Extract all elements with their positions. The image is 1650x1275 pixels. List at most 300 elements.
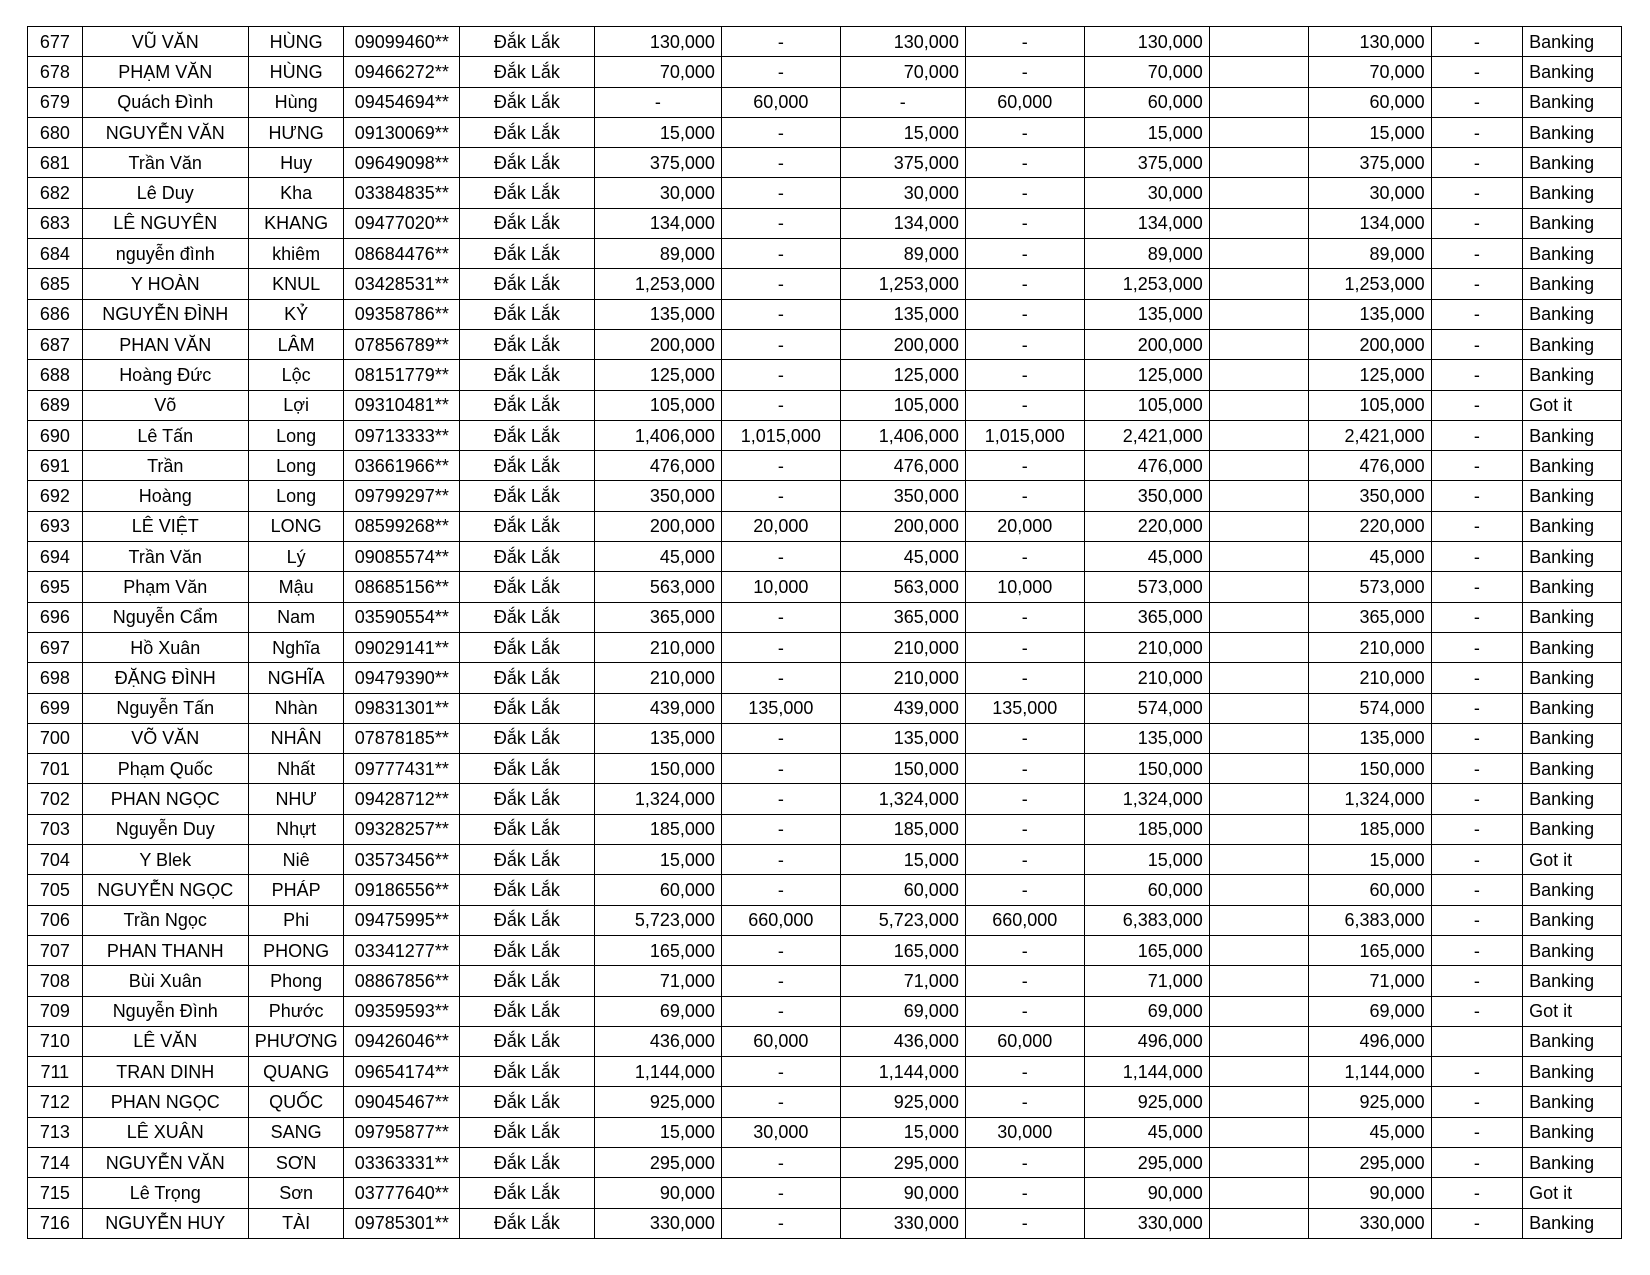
cell-last-name: PHÁP <box>248 875 344 905</box>
cell-first-name: Nguyễn Tấn <box>82 693 248 723</box>
table-row <box>28 1208 1622 1238</box>
cell-pending: - <box>1431 966 1522 996</box>
cell-first-name: Bùi Xuân <box>82 966 248 996</box>
cell-total: 1,253,000 <box>1084 269 1209 299</box>
cell-total-received: 330,000 <box>1308 1208 1431 1238</box>
cell-last-name: Lý <box>248 542 344 572</box>
cell-amount-2: - <box>721 390 840 420</box>
cell-amount-2: 10,000 <box>721 572 840 602</box>
cell-total: 2,421,000 <box>1084 420 1209 450</box>
cell-blank <box>1209 572 1308 602</box>
table-row <box>28 148 1622 178</box>
cell-amount-4: - <box>965 996 1084 1026</box>
cell-last-name: Nghĩa <box>248 632 344 662</box>
cell-amount-3: 150,000 <box>840 754 965 784</box>
table-row <box>28 1026 1622 1056</box>
cell-first-name: Phạm Quốc <box>82 754 248 784</box>
cell-last-name: KNUL <box>248 269 344 299</box>
cell-amount-1: 476,000 <box>594 451 721 481</box>
cell-method: Banking <box>1523 208 1622 238</box>
cell-total-received: 1,253,000 <box>1308 269 1431 299</box>
table-row <box>28 1087 1622 1117</box>
cell-amount-1: 563,000 <box>594 572 721 602</box>
table-row <box>28 481 1622 511</box>
cell-blank <box>1209 481 1308 511</box>
cell-phone: 03661966** <box>344 451 460 481</box>
cell-amount-3: 185,000 <box>840 814 965 844</box>
cell-row-number: 681 <box>28 148 83 178</box>
cell-first-name: Lê Tấn <box>82 420 248 450</box>
cell-last-name: SANG <box>248 1117 344 1147</box>
cell-row-number: 703 <box>28 814 83 844</box>
cell-amount-4: - <box>965 814 1084 844</box>
cell-total: 90,000 <box>1084 1178 1209 1208</box>
cell-amount-4: - <box>965 27 1084 57</box>
cell-last-name: LONG <box>248 511 344 541</box>
cell-province: Đắk Lắk <box>460 329 595 359</box>
cell-phone: 03777640** <box>344 1178 460 1208</box>
cell-amount-2: - <box>721 966 840 996</box>
table-row <box>28 117 1622 147</box>
cell-total-received: 70,000 <box>1308 57 1431 87</box>
cell-pending: - <box>1431 935 1522 965</box>
cell-total-received: 135,000 <box>1308 299 1431 329</box>
table-body <box>28 27 1622 1239</box>
cell-amount-1: 105,000 <box>594 390 721 420</box>
cell-total-received: 1,324,000 <box>1308 784 1431 814</box>
cell-amount-4: - <box>965 329 1084 359</box>
cell-last-name: Kha <box>248 178 344 208</box>
cell-amount-2: - <box>721 360 840 390</box>
cell-amount-3: 200,000 <box>840 329 965 359</box>
table-row <box>28 299 1622 329</box>
cell-total-received: 135,000 <box>1308 723 1431 753</box>
cell-phone: 03428531** <box>344 269 460 299</box>
cell-amount-4: - <box>965 1208 1084 1238</box>
cell-amount-4: - <box>965 1178 1084 1208</box>
cell-amount-2: 20,000 <box>721 511 840 541</box>
table-row <box>28 1147 1622 1177</box>
cell-pending: - <box>1431 754 1522 784</box>
cell-amount-4: - <box>965 360 1084 390</box>
cell-method: Banking <box>1523 239 1622 269</box>
cell-row-number: 678 <box>28 57 83 87</box>
cell-phone: 09795877** <box>344 1117 460 1147</box>
cell-amount-2: - <box>721 754 840 784</box>
cell-total-received: 6,383,000 <box>1308 905 1431 935</box>
cell-phone: 03384835** <box>344 178 460 208</box>
cell-amount-1: 45,000 <box>594 542 721 572</box>
cell-amount-4: - <box>965 542 1084 572</box>
cell-province: Đắk Lắk <box>460 784 595 814</box>
cell-phone: 09130069** <box>344 117 460 147</box>
cell-province: Đắk Lắk <box>460 935 595 965</box>
cell-total-received: 45,000 <box>1308 1117 1431 1147</box>
cell-amount-1: 130,000 <box>594 27 721 57</box>
cell-province: Đắk Lắk <box>460 1057 595 1087</box>
cell-province: Đắk Lắk <box>460 269 595 299</box>
cell-total: 185,000 <box>1084 814 1209 844</box>
cell-total: 350,000 <box>1084 481 1209 511</box>
cell-last-name: KỶ <box>248 299 344 329</box>
cell-row-number: 715 <box>28 1178 83 1208</box>
cell-last-name: Huy <box>248 148 344 178</box>
cell-row-number: 701 <box>28 754 83 784</box>
cell-last-name: NHƯ <box>248 784 344 814</box>
cell-province: Đắk Lắk <box>460 148 595 178</box>
cell-amount-2: - <box>721 1057 840 1087</box>
cell-total: 130,000 <box>1084 27 1209 57</box>
cell-total: 30,000 <box>1084 178 1209 208</box>
cell-phone: 09479390** <box>344 663 460 693</box>
cell-province: Đắk Lắk <box>460 723 595 753</box>
cell-row-number: 706 <box>28 905 83 935</box>
cell-blank <box>1209 208 1308 238</box>
cell-province: Đắk Lắk <box>460 754 595 784</box>
cell-amount-2: - <box>721 632 840 662</box>
cell-amount-4: - <box>965 208 1084 238</box>
cell-last-name: Long <box>248 481 344 511</box>
cell-amount-3: 71,000 <box>840 966 965 996</box>
cell-pending: - <box>1431 329 1522 359</box>
cell-province: Đắk Lắk <box>460 602 595 632</box>
cell-first-name: Y Blek <box>82 845 248 875</box>
cell-row-number: 713 <box>28 1117 83 1147</box>
cell-blank <box>1209 905 1308 935</box>
cell-blank <box>1209 420 1308 450</box>
cell-method: Banking <box>1523 451 1622 481</box>
cell-amount-3: 5,723,000 <box>840 905 965 935</box>
cell-amount-3: 375,000 <box>840 148 965 178</box>
cell-amount-1: 185,000 <box>594 814 721 844</box>
cell-pending: - <box>1431 148 1522 178</box>
cell-last-name: Lợi <box>248 390 344 420</box>
cell-amount-2: - <box>721 1147 840 1177</box>
cell-amount-4: - <box>965 875 1084 905</box>
cell-province: Đắk Lắk <box>460 693 595 723</box>
cell-blank <box>1209 723 1308 753</box>
cell-blank <box>1209 451 1308 481</box>
cell-total: 135,000 <box>1084 723 1209 753</box>
cell-phone: 09359593** <box>344 996 460 1026</box>
cell-first-name: NGUYỄN NGỌC <box>82 875 248 905</box>
cell-phone: 08685156** <box>344 572 460 602</box>
cell-amount-1: 60,000 <box>594 875 721 905</box>
cell-method: Banking <box>1523 632 1622 662</box>
cell-phone: 09466272** <box>344 57 460 87</box>
cell-amount-3: 15,000 <box>840 1117 965 1147</box>
cell-province: Đắk Lắk <box>460 420 595 450</box>
cell-total-received: 210,000 <box>1308 663 1431 693</box>
cell-amount-3: 200,000 <box>840 511 965 541</box>
cell-amount-4: - <box>965 117 1084 147</box>
table-row <box>28 1057 1622 1087</box>
cell-first-name: TRAN DINH <box>82 1057 248 1087</box>
cell-amount-2: - <box>721 117 840 147</box>
cell-method: Banking <box>1523 542 1622 572</box>
cell-total-received: 134,000 <box>1308 208 1431 238</box>
cell-row-number: 689 <box>28 390 83 420</box>
cell-amount-3: 476,000 <box>840 451 965 481</box>
cell-amount-3: 1,406,000 <box>840 420 965 450</box>
cell-method: Got it <box>1523 1178 1622 1208</box>
cell-first-name: Phạm Văn <box>82 572 248 602</box>
table-row <box>28 27 1622 57</box>
cell-amount-3: 89,000 <box>840 239 965 269</box>
table-row <box>28 693 1622 723</box>
table-row <box>28 542 1622 572</box>
cell-last-name: Phi <box>248 905 344 935</box>
cell-method: Banking <box>1523 360 1622 390</box>
cell-last-name: Lộc <box>248 360 344 390</box>
cell-province: Đắk Lắk <box>460 1178 595 1208</box>
cell-amount-4: - <box>965 1057 1084 1087</box>
cell-total: 210,000 <box>1084 663 1209 693</box>
table-row <box>28 875 1622 905</box>
cell-row-number: 686 <box>28 299 83 329</box>
cell-total-received: 150,000 <box>1308 754 1431 784</box>
cell-total-received: 210,000 <box>1308 632 1431 662</box>
cell-amount-4: - <box>965 57 1084 87</box>
cell-amount-3: 210,000 <box>840 632 965 662</box>
cell-total: 200,000 <box>1084 329 1209 359</box>
cell-amount-1: - <box>594 87 721 117</box>
cell-first-name: Lê Trọng <box>82 1178 248 1208</box>
cell-amount-2: - <box>721 27 840 57</box>
cell-amount-4: - <box>965 239 1084 269</box>
cell-total-received: 15,000 <box>1308 845 1431 875</box>
cell-pending: - <box>1431 784 1522 814</box>
cell-amount-3: 125,000 <box>840 360 965 390</box>
cell-pending: - <box>1431 572 1522 602</box>
cell-method: Banking <box>1523 572 1622 602</box>
cell-last-name: TÀI <box>248 1208 344 1238</box>
cell-method: Banking <box>1523 481 1622 511</box>
cell-amount-2: - <box>721 57 840 87</box>
cell-method: Banking <box>1523 148 1622 178</box>
cell-total-received: 165,000 <box>1308 935 1431 965</box>
cell-amount-2: - <box>721 208 840 238</box>
cell-total: 15,000 <box>1084 117 1209 147</box>
cell-amount-1: 295,000 <box>594 1147 721 1177</box>
cell-blank <box>1209 269 1308 299</box>
cell-method: Banking <box>1523 299 1622 329</box>
cell-total: 71,000 <box>1084 966 1209 996</box>
cell-amount-1: 135,000 <box>594 723 721 753</box>
table-row <box>28 420 1622 450</box>
cell-pending: - <box>1431 632 1522 662</box>
cell-total-received: 2,421,000 <box>1308 420 1431 450</box>
table-row <box>28 996 1622 1026</box>
cell-first-name: Nguyễn Cẩm <box>82 602 248 632</box>
cell-method: Banking <box>1523 511 1622 541</box>
cell-phone: 09649098** <box>344 148 460 178</box>
cell-amount-1: 165,000 <box>594 935 721 965</box>
cell-total-received: 60,000 <box>1308 875 1431 905</box>
cell-amount-3: 439,000 <box>840 693 965 723</box>
cell-blank <box>1209 632 1308 662</box>
table-row <box>28 572 1622 602</box>
cell-method: Banking <box>1523 1117 1622 1147</box>
cell-amount-4: - <box>965 632 1084 662</box>
cell-province: Đắk Lắk <box>460 966 595 996</box>
cell-total: 496,000 <box>1084 1026 1209 1056</box>
cell-method: Banking <box>1523 935 1622 965</box>
cell-pending: - <box>1431 875 1522 905</box>
cell-amount-1: 134,000 <box>594 208 721 238</box>
cell-total-received: 30,000 <box>1308 178 1431 208</box>
cell-phone: 09831301** <box>344 693 460 723</box>
cell-row-number: 685 <box>28 269 83 299</box>
cell-method: Banking <box>1523 1147 1622 1177</box>
cell-total: 135,000 <box>1084 299 1209 329</box>
cell-amount-4: 10,000 <box>965 572 1084 602</box>
cell-total: 60,000 <box>1084 87 1209 117</box>
cell-blank <box>1209 784 1308 814</box>
cell-blank <box>1209 299 1308 329</box>
cell-amount-4: - <box>965 451 1084 481</box>
table-row <box>28 784 1622 814</box>
cell-amount-1: 71,000 <box>594 966 721 996</box>
cell-blank <box>1209 1147 1308 1177</box>
cell-total: 60,000 <box>1084 875 1209 905</box>
cell-amount-3: - <box>840 87 965 117</box>
cell-pending: - <box>1431 511 1522 541</box>
cell-first-name: Trần <box>82 451 248 481</box>
cell-blank <box>1209 845 1308 875</box>
cell-phone: 09358786** <box>344 299 460 329</box>
cell-province: Đắk Lắk <box>460 814 595 844</box>
cell-method: Banking <box>1523 1057 1622 1087</box>
cell-amount-1: 150,000 <box>594 754 721 784</box>
cell-last-name: SƠN <box>248 1147 344 1177</box>
cell-amount-2: 60,000 <box>721 87 840 117</box>
cell-first-name: Trần Văn <box>82 148 248 178</box>
cell-phone: 09799297** <box>344 481 460 511</box>
cell-phone: 09186556** <box>344 875 460 905</box>
cell-amount-2: 60,000 <box>721 1026 840 1056</box>
cell-province: Đắk Lắk <box>460 572 595 602</box>
cell-amount-1: 375,000 <box>594 148 721 178</box>
cell-pending: - <box>1431 814 1522 844</box>
cell-method: Banking <box>1523 329 1622 359</box>
cell-blank <box>1209 966 1308 996</box>
cell-amount-2: - <box>721 663 840 693</box>
cell-phone: 03573456** <box>344 845 460 875</box>
cell-total: 134,000 <box>1084 208 1209 238</box>
cell-amount-4: 135,000 <box>965 693 1084 723</box>
cell-phone: 09085574** <box>344 542 460 572</box>
cell-pending: - <box>1431 1087 1522 1117</box>
cell-last-name: Hùng <box>248 87 344 117</box>
cell-last-name: khiêm <box>248 239 344 269</box>
cell-total: 574,000 <box>1084 693 1209 723</box>
cell-phone: 09477020** <box>344 208 460 238</box>
cell-row-number: 696 <box>28 602 83 632</box>
cell-total: 70,000 <box>1084 57 1209 87</box>
cell-first-name: LÊ VIỆT <box>82 511 248 541</box>
cell-amount-3: 436,000 <box>840 1026 965 1056</box>
cell-last-name: PHƯƠNG <box>248 1026 344 1056</box>
table-row <box>28 239 1622 269</box>
cell-row-number: 692 <box>28 481 83 511</box>
cell-method: Banking <box>1523 602 1622 632</box>
cell-province: Đắk Lắk <box>460 1026 595 1056</box>
cell-phone: 09785301** <box>344 1208 460 1238</box>
cell-total-received: 69,000 <box>1308 996 1431 1026</box>
cell-row-number: 705 <box>28 875 83 905</box>
cell-total-received: 375,000 <box>1308 148 1431 178</box>
cell-amount-1: 89,000 <box>594 239 721 269</box>
cell-amount-2: 135,000 <box>721 693 840 723</box>
cell-last-name: Nhàn <box>248 693 344 723</box>
cell-pending: - <box>1431 1057 1522 1087</box>
cell-first-name: NGUYỄN HUY <box>82 1208 248 1238</box>
cell-row-number: 697 <box>28 632 83 662</box>
table-row <box>28 845 1622 875</box>
cell-phone: 09428712** <box>344 784 460 814</box>
table-row <box>28 269 1622 299</box>
cell-amount-3: 563,000 <box>840 572 965 602</box>
cell-pending: - <box>1431 27 1522 57</box>
cell-amount-3: 90,000 <box>840 1178 965 1208</box>
cell-pending: - <box>1431 269 1522 299</box>
table-row <box>28 1178 1622 1208</box>
cell-total: 210,000 <box>1084 632 1209 662</box>
table-row <box>28 511 1622 541</box>
cell-amount-3: 105,000 <box>840 390 965 420</box>
cell-pending: - <box>1431 239 1522 269</box>
cell-total: 220,000 <box>1084 511 1209 541</box>
cell-amount-2: - <box>721 784 840 814</box>
cell-amount-4: - <box>965 1147 1084 1177</box>
cell-last-name: Phong <box>248 966 344 996</box>
cell-amount-3: 134,000 <box>840 208 965 238</box>
cell-row-number: 693 <box>28 511 83 541</box>
cell-province: Đắk Lắk <box>460 360 595 390</box>
cell-amount-2: - <box>721 875 840 905</box>
cell-total: 165,000 <box>1084 935 1209 965</box>
cell-amount-2: 30,000 <box>721 1117 840 1147</box>
cell-row-number: 698 <box>28 663 83 693</box>
cell-amount-3: 1,324,000 <box>840 784 965 814</box>
cell-last-name: LÂM <box>248 329 344 359</box>
cell-pending: - <box>1431 420 1522 450</box>
table-row <box>28 966 1622 996</box>
cell-blank <box>1209 148 1308 178</box>
cell-last-name: Nhất <box>248 754 344 784</box>
cell-province: Đắk Lắk <box>460 1208 595 1238</box>
cell-row-number: 708 <box>28 966 83 996</box>
table-row <box>28 905 1622 935</box>
cell-method: Got it <box>1523 845 1622 875</box>
cell-method: Banking <box>1523 1026 1622 1056</box>
cell-province: Đắk Lắk <box>460 87 595 117</box>
cell-amount-1: 200,000 <box>594 329 721 359</box>
cell-total: 45,000 <box>1084 542 1209 572</box>
cell-method: Banking <box>1523 784 1622 814</box>
cell-pending <box>1431 1026 1522 1056</box>
cell-province: Đắk Lắk <box>460 239 595 269</box>
cell-amount-3: 30,000 <box>840 178 965 208</box>
cell-first-name: Hồ Xuân <box>82 632 248 662</box>
cell-total: 476,000 <box>1084 451 1209 481</box>
cell-first-name: Trần Ngọc <box>82 905 248 935</box>
cell-amount-2: - <box>721 602 840 632</box>
cell-amount-1: 439,000 <box>594 693 721 723</box>
cell-phone: 08151779** <box>344 360 460 390</box>
cell-amount-2: - <box>721 178 840 208</box>
